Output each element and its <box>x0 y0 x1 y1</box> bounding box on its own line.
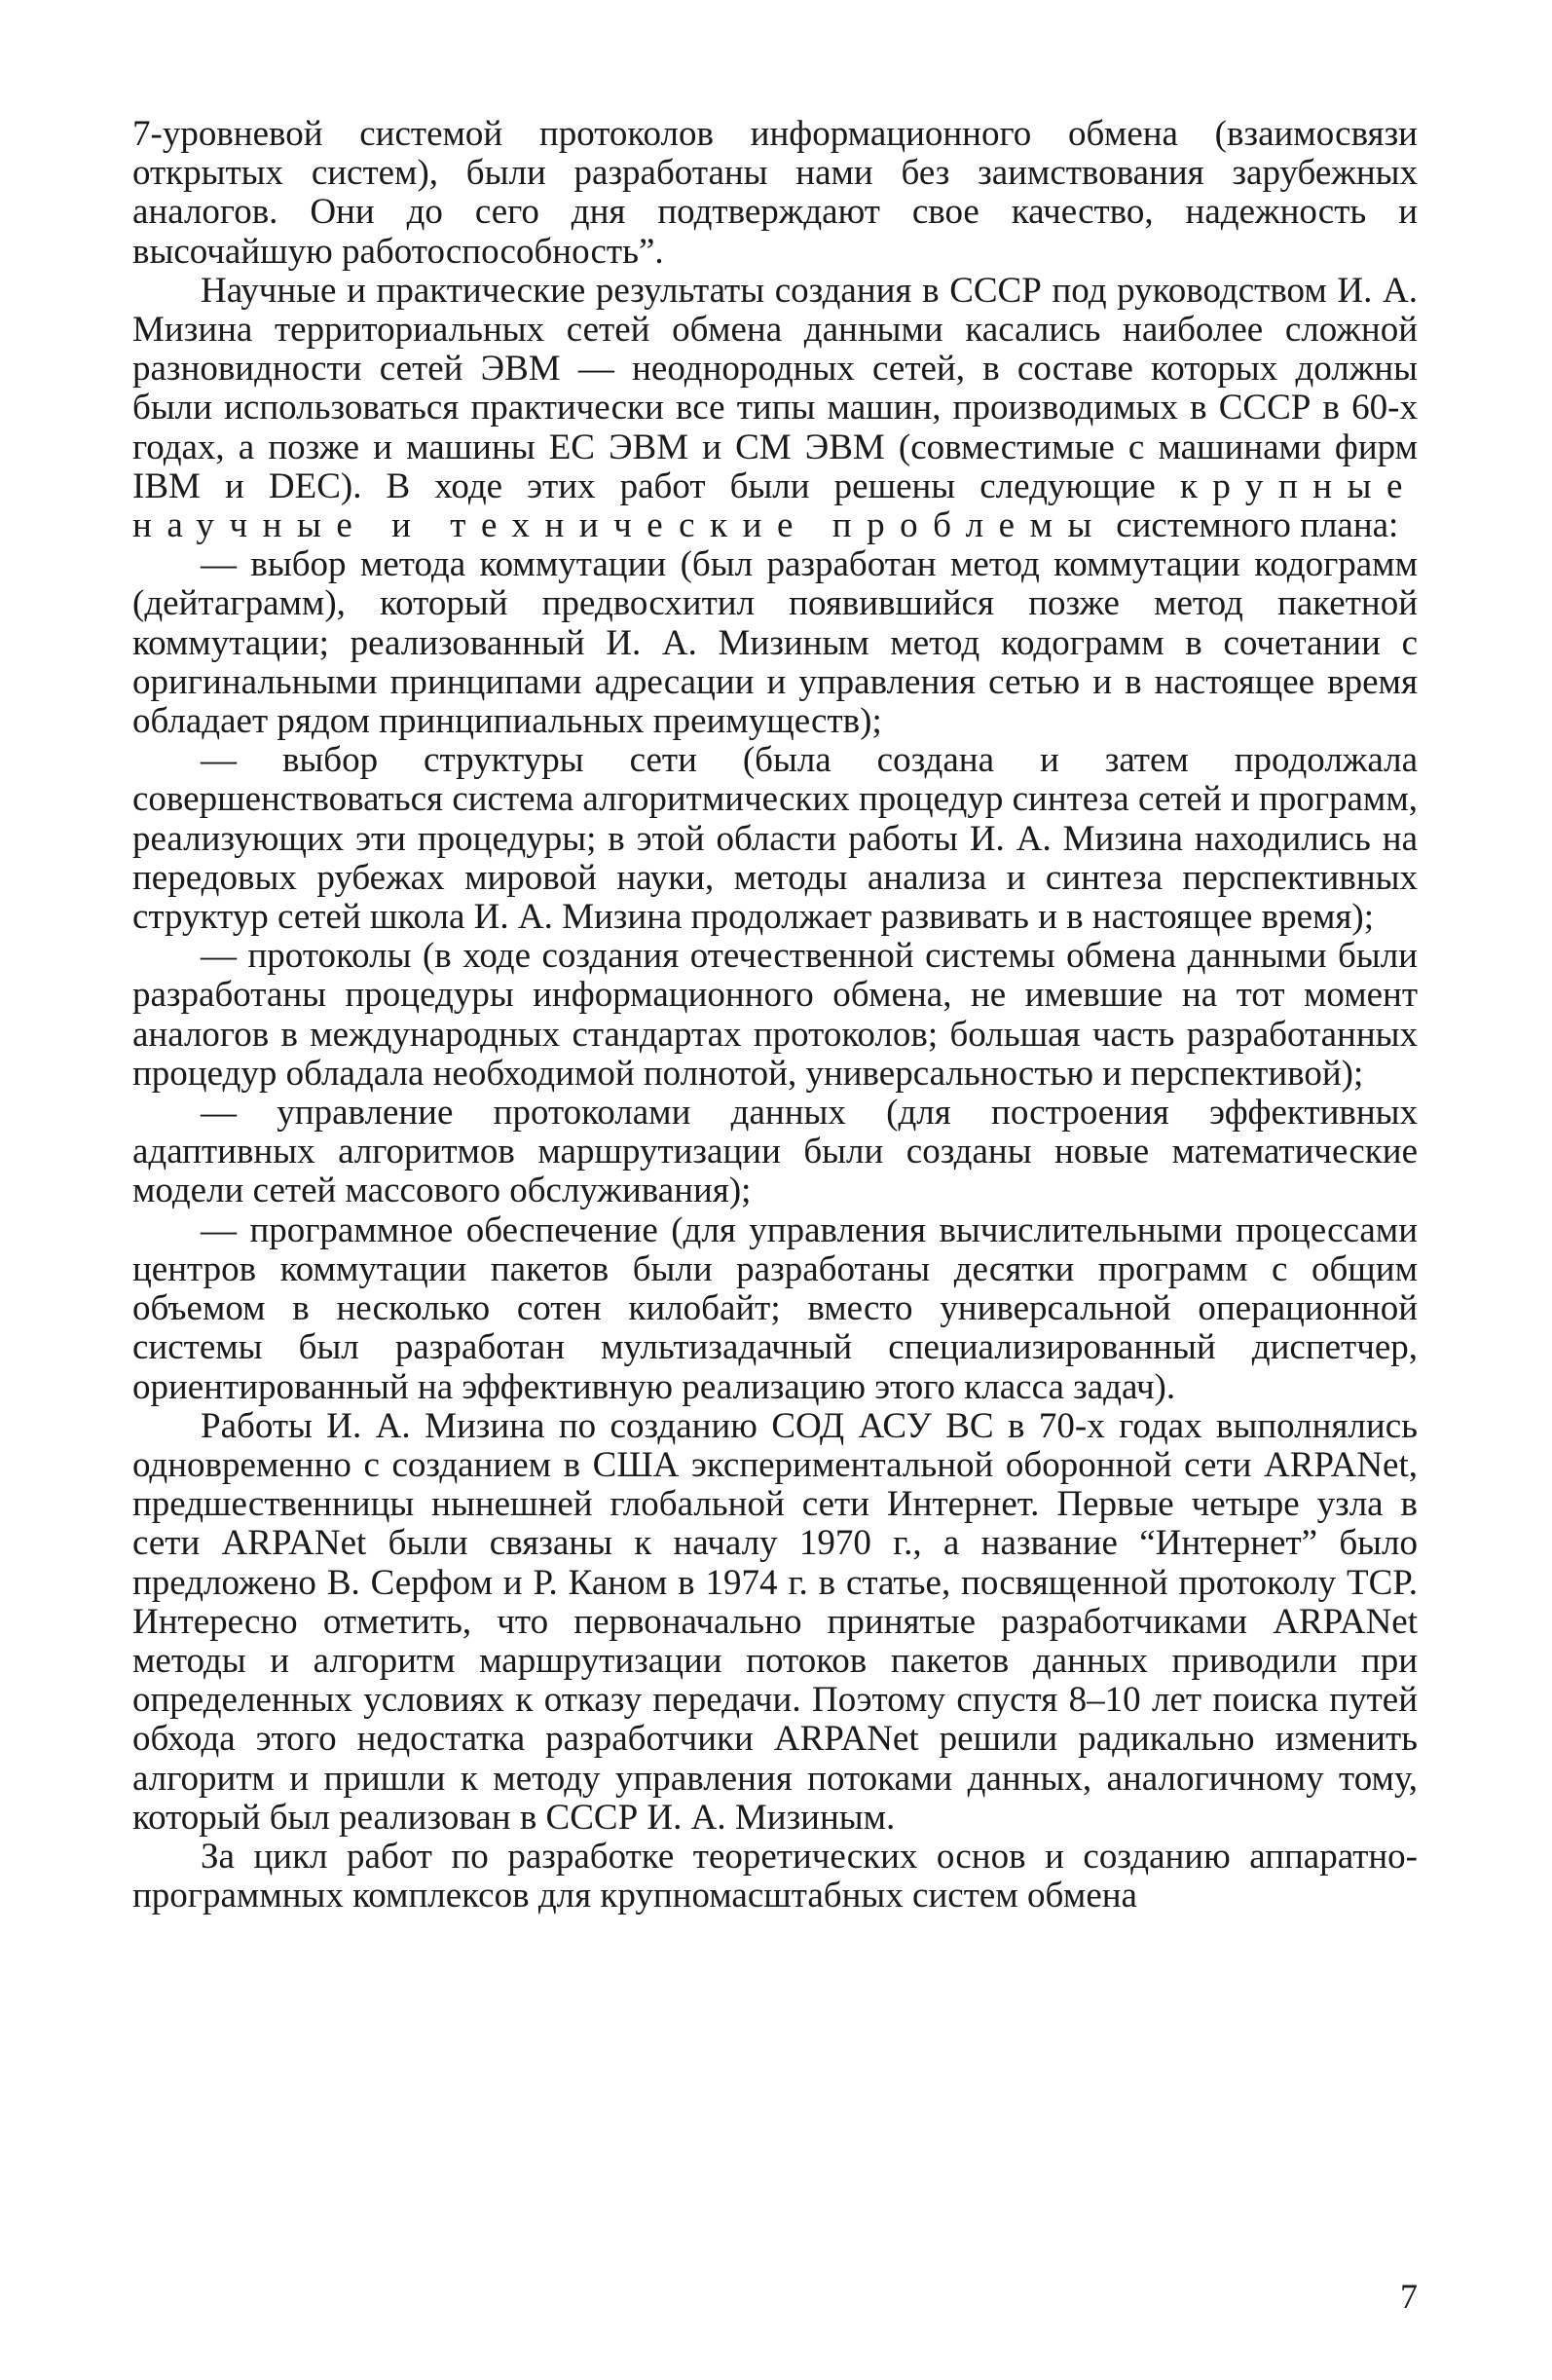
emphasized-spaced-text: крупные научные и технические проблемы <box>132 465 1418 546</box>
paragraph-results <box>132 272 1418 545</box>
list-item-switching-method: — выбор метода коммутации (был разработан метод коммутации кодограмм (дейтаграмм), который предвосхитил появившийся позже метод пакетной коммутации; реализованный И. А. Мизиным метод кодограмм в сочетании с оригинальными принципами адресации и управления сетью и в настоящее время обладает рядом принципиальных преимуществ); <box>132 544 1418 742</box>
paragraph-final: За цикл работ по разработке теоретических основ и созданию аппаратно-программных комплексов для крупномасштабных систем обмена <box>132 1836 1418 1916</box>
list-item-network-structure: — выбор структуры сети (была создана и затем продолжала совершенствоваться система алгоритмических процедур синтеза сетей и программ, реализующих эти процедуры; в этой области работы И. А. Мизина находились на передовых рубежах мировой науки, методы анализа и синтеза перспективных структур сетей школа И. А. Мизина продолжает развивать и в настоящее время); <box>132 740 1418 938</box>
paragraph-continuation: 7-уровневой системой протоколов информационного обмена (взаимосвязи открытых систем), были разработаны нами без заимствования зарубежных аналогов. Они до сего дня подтверждают свое качество, надежность и высочайшую работоспособность”. <box>132 114 1418 272</box>
paragraph-results-tail: системного плана: <box>1106 505 1399 546</box>
page-number: 7 <box>1400 2277 1418 2316</box>
list-item-software: — программное обеспечение (для управления вычислительными процессами центров коммутации пакетов были разработаны десятки программ с общим объемом в несколько сотен килобайт; вместо универсальной операционной системы был разработан мультизадачный специализированный диспетчер, ориентированный на эффективную реализацию этого класса задач). <box>132 1209 1418 1407</box>
list-item-protocols: — протоколы (в ходе создания отечественной системы обмена данными были разработаны процедуры информационного обмена, не имевшие на тот момент аналогов в международных стандартах протоколов; большая часть разработанных процедур обладала необходимой полнотой, универсальностью и перспективой); <box>132 936 1418 1094</box>
paragraph-results-text: Научные и практические результаты создания в СССР под руководством И. А. Мизина территориальных сетей обмена данными касались наиболее сложной разновидности сетей ЭВМ — неоднородных сетей, в составе которых должны были использоваться практически все типы машин, производимых в СССР в 60-х годах, а позже и машины ЕС ЭВМ и СМ ЭВМ (совместимые с машинами фирм IBM и DEC). В ходе этих работ были решены следующие <box>132 270 1418 506</box>
paragraph-arpanet: Работы И. А. Мизина по созданию СОД АСУ ВС в 70-х годах выполнялись одновременно с созданием в США экспериментальной оборонной сети ARPANet, предшественницы нынешней глобальной сети Интернет. Первые четыре узла в сети ARPANet были связаны к началу 1970 г., а название “Интернет” было предложено В. Серфом и Р. Каном в 1974 г. в статье, посвященной протоколу TCP. Интересно отметить, что первоначально принятые разработчиками ARPANet методы и алгоритм маршрутизации потоков пакетов данных приводили при определенных условиях к отказу передачи. Поэтому спустя 8–10 лет поиска путей обхода этого недостатка разработчики ARPANet решили радикально изменить алгоритм и пришли к методу управления потоками данных, аналогичному тому, который был реализован в СССР И. А. Мизиным. <box>132 1405 1418 1838</box>
text-column <box>132 115 1418 1915</box>
list-item-protocol-control: — управление протоколами данных (для построения эффективных адаптивных алгоритмов маршрутизации были созданы новые математические модели сетей массового обслуживания); <box>132 1093 1418 1211</box>
